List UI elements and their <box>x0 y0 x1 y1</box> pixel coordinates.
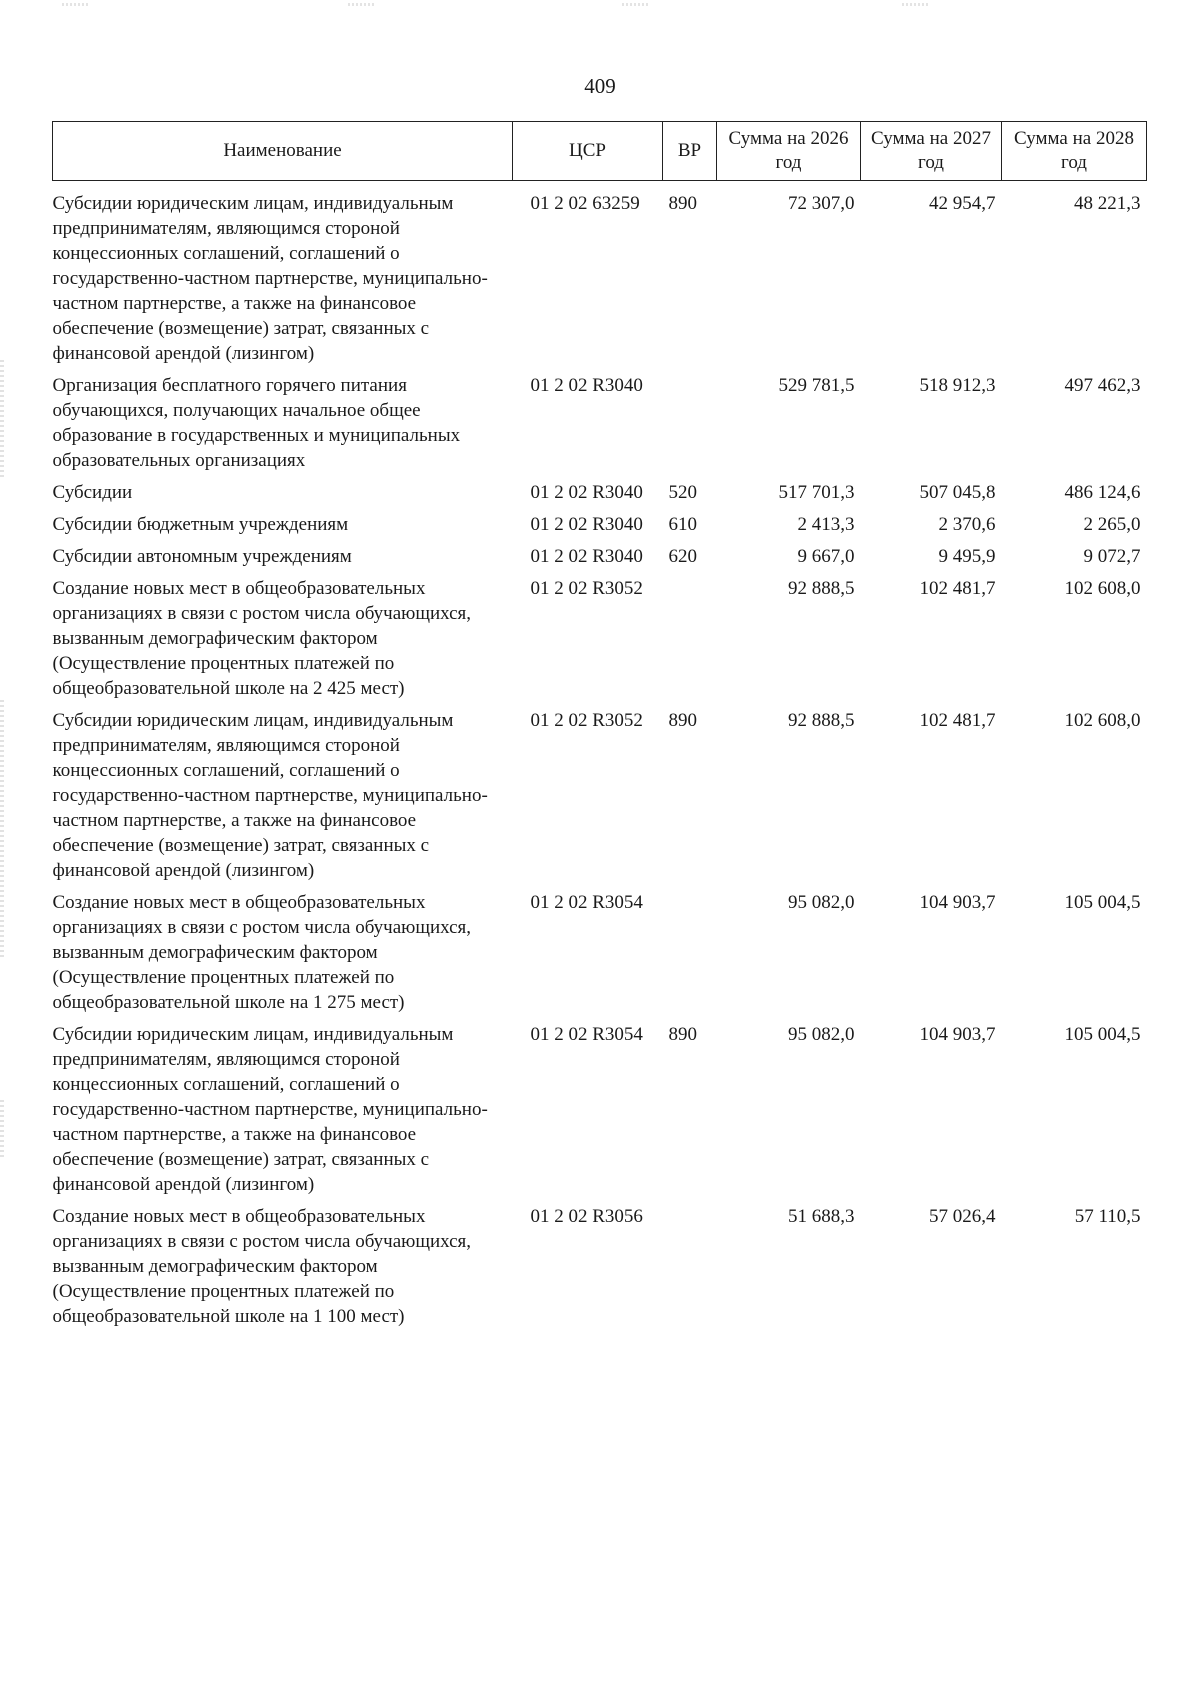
table-row <box>53 480 1147 512</box>
row-vr-code: 620 <box>668 546 697 567</box>
scan-artifact <box>62 3 90 6</box>
row-csr-code: 01 2 02 R3054 <box>530 892 643 913</box>
row-sum-2028: 486 124,6 <box>1064 482 1141 503</box>
row-vr-code: 890 <box>668 710 697 731</box>
row-sum-2027: 42 954,7 <box>929 193 996 214</box>
row-sum-2027: 104 903,7 <box>919 892 996 913</box>
row-name: Субсидии юридическим лицам, индивидуальным предпринимателям, являющимся стороной концессионных соглашений, соглашений о государственно-частном партнерстве, муниципально-частном партнерстве, а также на финансовое обеспечение (возмещение) затрат, связанных с финансовой арендой (лизингом) <box>52 193 488 364</box>
row-sum-2028: 497 462,3 <box>1064 375 1141 396</box>
row-vr-code: 520 <box>668 482 697 503</box>
row-vr-code <box>663 1204 717 1336</box>
row-csr-code: 01 2 02 63259 <box>530 193 640 214</box>
row-sum-2026: 95 082,0 <box>788 1024 855 1045</box>
scan-artifact <box>0 360 4 480</box>
row-sum-2026: 92 888,5 <box>788 578 855 599</box>
table-row <box>53 708 1147 890</box>
row-name: Создание новых мест в общеобразовательных организациях в связи с ростом числа обучающихся, вызванным демографическим фактором (Осуществление процентных платежей по общеобразовательной школе на 2 425 мест) <box>52 578 472 699</box>
budget-table-container <box>52 121 1146 1336</box>
row-sum-2026: 95 082,0 <box>788 892 855 913</box>
table-row <box>53 181 1147 374</box>
header-row <box>53 122 1147 181</box>
row-sum-2026: 92 888,5 <box>788 710 855 731</box>
budget-table <box>52 121 1147 1336</box>
scan-artifact <box>0 1100 4 1160</box>
row-vr-code: 890 <box>668 1024 697 1045</box>
scan-artifact <box>622 3 650 6</box>
row-sum-2028: 102 608,0 <box>1064 578 1141 599</box>
row-csr-code: 01 2 02 R3040 <box>530 482 643 503</box>
row-sum-2027: 102 481,7 <box>919 578 996 599</box>
row-name: Субсидии автономным учреждениям <box>52 546 352 567</box>
row-sum-2028: 9 072,7 <box>1083 546 1141 567</box>
row-name: Субсидии бюджетным учреждениям <box>52 514 349 535</box>
row-sum-2026: 529 781,5 <box>778 375 855 396</box>
row-csr-code: 01 2 02 R3040 <box>530 546 643 567</box>
row-vr-code <box>663 576 717 708</box>
row-name: Создание новых мест в общеобразовательных организациях в связи с ростом числа обучающихся, вызванным демографическим фактором (Осуществление процентных платежей по общеобразовательной школе на 1 100 мест) <box>52 1206 472 1327</box>
row-csr-code: 01 2 02 R3056 <box>530 1206 643 1227</box>
row-sum-2026: 517 701,3 <box>778 482 855 503</box>
row-sum-2026: 9 667,0 <box>797 546 855 567</box>
header-csr: ЦСР <box>513 122 663 181</box>
table-row <box>53 576 1147 708</box>
row-name: Субсидии юридическим лицам, индивидуальным предпринимателям, являющимся стороной концессионных соглашений, соглашений о государственно-частном партнерстве, муниципально-частном партнерстве, а также на финансовое обеспечение (возмещение) затрат, связанных с финансовой арендой (лизингом) <box>52 1024 488 1195</box>
row-sum-2028: 102 608,0 <box>1064 710 1141 731</box>
header-sum-2026: Сумма на 2026 год <box>717 122 861 181</box>
row-sum-2028: 2 265,0 <box>1083 514 1141 535</box>
row-sum-2026: 51 688,3 <box>788 1206 855 1227</box>
row-name: Субсидии <box>52 482 133 503</box>
row-vr-code: 890 <box>668 193 697 214</box>
header-vr: ВР <box>663 122 717 181</box>
page-number: 409 <box>584 74 616 98</box>
row-sum-2027: 9 495,9 <box>938 546 996 567</box>
row-name: Субсидии юридическим лицам, индивидуальным предпринимателям, являющимся стороной концессионных соглашений, соглашений о государственно-частном партнерстве, муниципально-частном партнерстве, а также на финансовое обеспечение (возмещение) затрат, связанных с финансовой арендой (лизингом) <box>52 710 488 881</box>
row-sum-2027: 57 026,4 <box>929 1206 996 1227</box>
row-csr-code: 01 2 02 R3054 <box>530 1024 643 1045</box>
row-csr-code: 01 2 02 R3040 <box>530 514 643 535</box>
row-sum-2028: 105 004,5 <box>1064 1024 1141 1045</box>
row-vr-code <box>663 373 717 480</box>
scan-artifact <box>902 3 930 6</box>
table-row <box>53 373 1147 480</box>
header-name: Наименование <box>53 122 513 181</box>
table-row <box>53 890 1147 1022</box>
row-sum-2027: 518 912,3 <box>919 375 996 396</box>
row-sum-2028: 105 004,5 <box>1064 892 1141 913</box>
row-name: Создание новых мест в общеобразовательных организациях в связи с ростом числа обучающихся, вызванным демографическим фактором (Осуществление процентных платежей по общеобразовательной школе на 1 275 мест) <box>52 892 472 1013</box>
row-vr-code <box>663 890 717 1022</box>
table-row <box>53 512 1147 544</box>
header-sum-2027: Сумма на 2027 год <box>861 122 1002 181</box>
row-sum-2026: 2 413,3 <box>797 514 855 535</box>
table-row <box>53 544 1147 576</box>
table-body <box>53 181 1147 1337</box>
row-sum-2027: 104 903,7 <box>919 1024 996 1045</box>
row-sum-2027: 102 481,7 <box>919 710 996 731</box>
row-sum-2028: 57 110,5 <box>1074 1206 1141 1227</box>
row-sum-2027: 2 370,6 <box>938 514 996 535</box>
row-sum-2026: 72 307,0 <box>788 193 855 214</box>
header-sum-2028: Сумма на 2028 год <box>1002 122 1147 181</box>
row-sum-2027: 507 045,8 <box>919 482 996 503</box>
scan-artifact <box>0 700 4 960</box>
row-csr-code: 01 2 02 R3052 <box>530 578 643 599</box>
row-csr-code: 01 2 02 R3040 <box>530 375 643 396</box>
row-sum-2028: 48 221,3 <box>1074 193 1141 214</box>
scan-artifact <box>348 3 376 6</box>
table-header <box>53 122 1147 181</box>
row-name: Организация бесплатного горячего питания обучающихся, получающих начальное общее образование в государственных и муниципальных образовательных организациях <box>52 375 461 471</box>
row-csr-code: 01 2 02 R3052 <box>530 710 643 731</box>
table-row <box>53 1204 1147 1336</box>
row-vr-code: 610 <box>668 514 697 535</box>
table-row <box>53 1022 1147 1204</box>
